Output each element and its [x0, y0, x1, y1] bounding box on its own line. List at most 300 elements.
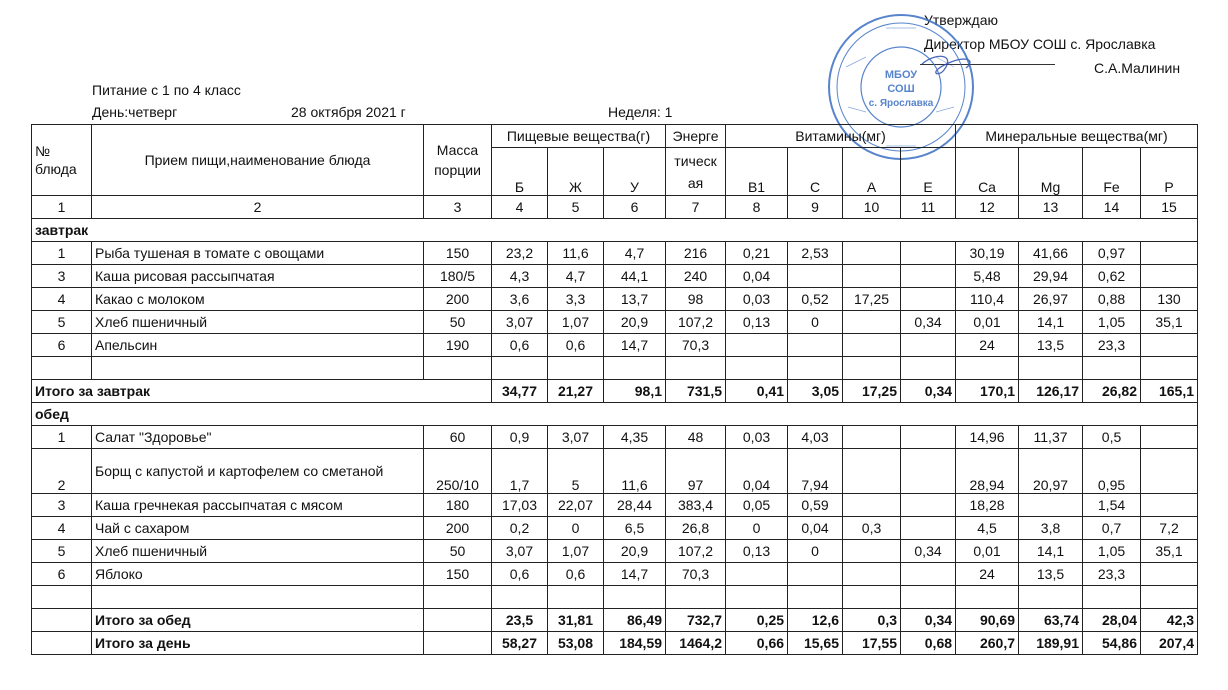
table-cell [901, 494, 956, 517]
column-number: 12 [956, 196, 1019, 219]
approval-signatory: С.А.Малинин [1094, 60, 1181, 76]
empty-cell [32, 586, 92, 609]
table-cell: 70,3 [666, 563, 726, 586]
col-header-energy-bottom: тическ ая [666, 148, 726, 196]
table-row [32, 540, 1198, 563]
total-value: 0,66 [726, 632, 788, 655]
table-cell [726, 334, 788, 357]
table-cell: 6,5 [604, 517, 666, 540]
table-cell: 1,7 [492, 449, 548, 494]
table-cell: 28,94 [956, 449, 1019, 494]
table-cell: 50 [424, 540, 492, 563]
table-cell: 1 [32, 242, 92, 265]
table-cell: 0,03 [726, 288, 788, 311]
empty-cell [901, 586, 956, 609]
table-cell [843, 494, 901, 517]
section-label: завтрак [32, 219, 1198, 242]
empty-cell [92, 586, 424, 609]
table-cell: 5 [548, 449, 604, 494]
table-cell: 0 [726, 517, 788, 540]
table-cell: 0,34 [901, 540, 956, 563]
table-cell: 250/10 [424, 449, 492, 494]
total-value: 170,1 [956, 380, 1019, 403]
table-cell: 0,05 [726, 494, 788, 517]
total-value: 0,68 [901, 632, 956, 655]
empty-cell [788, 357, 843, 380]
table-cell: 35,1 [1141, 540, 1198, 563]
empty-cell [666, 357, 726, 380]
empty-cell [843, 357, 901, 380]
date-label: 28 октября 2021 г [291, 104, 406, 120]
column-number: 7 [666, 196, 726, 219]
empty-cell [92, 357, 424, 380]
total-row-day_total [32, 632, 1198, 655]
column-number: 10 [843, 196, 901, 219]
table-cell: 0,9 [492, 426, 548, 449]
table-cell: 0,6 [492, 334, 548, 357]
total-value: 207,4 [1141, 632, 1198, 655]
table-cell: 0,62 [1083, 265, 1141, 288]
table-cell: 383,4 [666, 494, 726, 517]
table-cell: 70,3 [666, 334, 726, 357]
total-value: 34,77 [492, 380, 548, 403]
total-value: 17,55 [843, 632, 901, 655]
col-header-c: C [788, 148, 843, 196]
seal-line-3: с. Ярославка [868, 98, 934, 109]
table-cell: 0,01 [956, 540, 1019, 563]
table-cell: 2 [32, 449, 92, 494]
table-cell: 0,6 [492, 563, 548, 586]
seal-line-1: МБОУ [884, 69, 918, 81]
empty-cell [788, 586, 843, 609]
col-header-fe: Fe [1083, 148, 1141, 196]
empty-cell [32, 609, 92, 632]
table-cell [843, 426, 901, 449]
empty-cell [424, 609, 492, 632]
empty-cell [1019, 357, 1083, 380]
table-cell: 29,94 [1019, 265, 1083, 288]
table-cell: 0,59 [788, 494, 843, 517]
table-cell: 13,7 [604, 288, 666, 311]
total-value: 260,7 [956, 632, 1019, 655]
table-cell: 0,6 [548, 334, 604, 357]
table-row [32, 563, 1198, 586]
total-value: 90,69 [956, 609, 1019, 632]
section-row-lunch [32, 403, 1198, 426]
table-cell: 4 [32, 288, 92, 311]
table-cell: 30,19 [956, 242, 1019, 265]
table-cell: 4,5 [956, 517, 1019, 540]
table-cell: 0,95 [1083, 449, 1141, 494]
table-cell: 26,97 [1019, 288, 1083, 311]
table-cell: 17,25 [843, 288, 901, 311]
total-value: 86,49 [604, 609, 666, 632]
table-cell: 4,03 [788, 426, 843, 449]
table-cell: 22,07 [548, 494, 604, 517]
table-cell [1141, 426, 1198, 449]
table-cell: 240 [666, 265, 726, 288]
dish-name: Хлеб пшеничный [92, 311, 424, 334]
table-cell: 0,5 [1083, 426, 1141, 449]
table-cell: 180 [424, 494, 492, 517]
column-number: 14 [1083, 196, 1141, 219]
table-cell: 14,7 [604, 334, 666, 357]
table-cell: 23,3 [1083, 334, 1141, 357]
table-cell: 130 [1141, 288, 1198, 311]
empty-cell [1083, 586, 1141, 609]
total-value: 15,65 [788, 632, 843, 655]
table-cell: 0,3 [843, 517, 901, 540]
dish-name: Яблоко [92, 563, 424, 586]
col-header-nutrients: Пищевые вещества(г) [492, 125, 666, 148]
table-cell: 0,7 [1083, 517, 1141, 540]
column-number: 4 [492, 196, 548, 219]
dish-name: Каша рисовая рассыпчатая [92, 265, 424, 288]
empty-cell [726, 586, 788, 609]
total-value: 54,86 [1083, 632, 1141, 655]
column-number: 13 [1019, 196, 1083, 219]
table-cell: 5 [32, 540, 92, 563]
total-value: 731,5 [666, 380, 726, 403]
table-cell [788, 265, 843, 288]
column-number-row [32, 196, 1198, 219]
table-cell: 35,1 [1141, 311, 1198, 334]
table-cell: 3,8 [1019, 517, 1083, 540]
empty-cell [604, 586, 666, 609]
total-value: 58,27 [492, 632, 548, 655]
total-value: 12,6 [788, 609, 843, 632]
table-cell: 41,66 [1019, 242, 1083, 265]
total-value: 0,34 [901, 380, 956, 403]
column-number: 5 [548, 196, 604, 219]
table-cell: 11,37 [1019, 426, 1083, 449]
total-value: 0,3 [843, 609, 901, 632]
table-cell: 24 [956, 563, 1019, 586]
header-row-1 [32, 125, 1198, 148]
empty-cell [726, 357, 788, 380]
table-cell: 5,48 [956, 265, 1019, 288]
col-header-energy-top: Энерге [666, 125, 726, 148]
table-cell [1141, 563, 1198, 586]
spacer-row [32, 357, 1198, 380]
table-cell: 98 [666, 288, 726, 311]
approval-title: Утверждаю [924, 12, 998, 28]
table-cell: 4,35 [604, 426, 666, 449]
empty-cell [604, 357, 666, 380]
column-number: 8 [726, 196, 788, 219]
table-cell [843, 242, 901, 265]
table-row [32, 449, 1198, 494]
total-value: 31,81 [548, 609, 604, 632]
table-cell: 24 [956, 334, 1019, 357]
table-cell: 1,07 [548, 311, 604, 334]
table-cell: 0,03 [726, 426, 788, 449]
empty-cell [492, 357, 548, 380]
table-cell [843, 265, 901, 288]
table-cell: 150 [424, 242, 492, 265]
table-cell: 0,21 [726, 242, 788, 265]
table-cell [1141, 494, 1198, 517]
table-cell: 190 [424, 334, 492, 357]
table-cell: 14,1 [1019, 311, 1083, 334]
total-value: 28,04 [1083, 609, 1141, 632]
table-cell: 0,2 [492, 517, 548, 540]
empty-cell [32, 632, 92, 655]
seal-line-2: СОШ [887, 83, 915, 95]
total-value: 0,41 [726, 380, 788, 403]
table-row [32, 265, 1198, 288]
col-header-a: A [843, 148, 901, 196]
table-cell [843, 334, 901, 357]
table-cell: 14,7 [604, 563, 666, 586]
table-cell: 200 [424, 517, 492, 540]
table-cell: 23,2 [492, 242, 548, 265]
dish-name: Какао с молоком [92, 288, 424, 311]
total-value: 3,05 [788, 380, 843, 403]
empty-cell [956, 586, 1019, 609]
table-cell: 0,97 [1083, 242, 1141, 265]
empty-cell [1141, 586, 1198, 609]
table-row [32, 288, 1198, 311]
table-cell: 28,44 [604, 494, 666, 517]
table-cell: 0,52 [788, 288, 843, 311]
empty-cell [424, 632, 492, 655]
table-cell: 17,03 [492, 494, 548, 517]
table-row [32, 242, 1198, 265]
empty-cell [492, 586, 548, 609]
total-value: 126,17 [1019, 380, 1083, 403]
total-value: 732,7 [666, 609, 726, 632]
table-cell [901, 288, 956, 311]
col-header-name: Прием пищи,наименование блюда [92, 125, 424, 196]
table-cell: 180/5 [424, 265, 492, 288]
approval-position: Директор МБОУ СОШ с. Ярославка [924, 36, 1156, 52]
total-row-breakfast_total [32, 380, 1198, 403]
table-cell [901, 265, 956, 288]
empty-cell [1019, 586, 1083, 609]
total-value: 53,08 [548, 632, 604, 655]
col-header-mass: Масса порции [424, 125, 492, 196]
empty-cell [548, 357, 604, 380]
empty-cell [32, 357, 92, 380]
table-cell: 0,13 [726, 311, 788, 334]
table-cell [843, 311, 901, 334]
column-number: 9 [788, 196, 843, 219]
table-cell: 5 [32, 311, 92, 334]
table-cell: 44,1 [604, 265, 666, 288]
table-cell: 13,5 [1019, 334, 1083, 357]
dish-name: Чай с сахаром [92, 517, 424, 540]
table-cell: 3 [32, 494, 92, 517]
table-cell: 0 [788, 311, 843, 334]
col-header-zh: Ж [548, 148, 604, 196]
table-cell: 4 [32, 517, 92, 540]
table-cell: 20,9 [604, 311, 666, 334]
total-value: 98,1 [604, 380, 666, 403]
column-number: 6 [604, 196, 666, 219]
table-cell: 0 [788, 540, 843, 563]
table-cell [843, 540, 901, 563]
total-value: 189,91 [1019, 632, 1083, 655]
total-value: 0,25 [726, 609, 788, 632]
table-cell: 11,6 [548, 242, 604, 265]
table-cell: 0,13 [726, 540, 788, 563]
empty-cell [1083, 357, 1141, 380]
table-cell: 14,96 [956, 426, 1019, 449]
empty-cell [424, 357, 492, 380]
table-cell: 48 [666, 426, 726, 449]
table-cell [1141, 265, 1198, 288]
table-cell: 150 [424, 563, 492, 586]
empty-cell [901, 357, 956, 380]
total-value: 184,59 [604, 632, 666, 655]
dish-name: Каша гречнекая рассыпчатая с мясом [92, 494, 424, 517]
total-value: 63,74 [1019, 609, 1083, 632]
table-cell: 0,88 [1083, 288, 1141, 311]
total-row-lunch_total [32, 609, 1198, 632]
table-cell [901, 426, 956, 449]
document-title: Питание с 1 по 4 класс [92, 82, 241, 98]
dish-name: Салат "Здоровье" [92, 426, 424, 449]
col-header-ca: Ca [956, 148, 1019, 196]
table-cell: 110,4 [956, 288, 1019, 311]
table-cell: 1 [32, 426, 92, 449]
table-row [32, 494, 1198, 517]
table-cell: 1,07 [548, 540, 604, 563]
week-label: Неделя: 1 [608, 104, 673, 120]
table-cell: 14,1 [1019, 540, 1083, 563]
table-row [32, 311, 1198, 334]
column-number: 3 [424, 196, 492, 219]
total-value: 26,82 [1083, 380, 1141, 403]
table-cell: 97 [666, 449, 726, 494]
column-number: 1 [32, 196, 92, 219]
table-cell: 0,04 [726, 265, 788, 288]
table-cell: 7,2 [1141, 517, 1198, 540]
spacer-row [32, 586, 1198, 609]
table-cell: 1,05 [1083, 540, 1141, 563]
table-cell: 0,34 [901, 311, 956, 334]
table-cell [843, 449, 901, 494]
total-value: 42,3 [1141, 609, 1198, 632]
table-cell: 0,01 [956, 311, 1019, 334]
table-cell: 6 [32, 563, 92, 586]
table-row [32, 426, 1198, 449]
table-cell [1141, 242, 1198, 265]
menu-table [31, 124, 1198, 655]
table-cell: 1,54 [1083, 494, 1141, 517]
total-label: Итого за обед [92, 609, 424, 632]
table-cell [1141, 334, 1198, 357]
total-value: 165,1 [1141, 380, 1198, 403]
empty-cell [956, 357, 1019, 380]
total-value: 17,25 [843, 380, 901, 403]
table-cell [901, 242, 956, 265]
table-cell [901, 563, 956, 586]
total-value: 0,34 [901, 609, 956, 632]
col-header-u: У [604, 148, 666, 196]
table-cell: 0,04 [726, 449, 788, 494]
empty-cell [1141, 357, 1198, 380]
table-cell: 6 [32, 334, 92, 357]
total-value: 23,5 [492, 609, 548, 632]
col-header-b: Б [492, 148, 548, 196]
col-header-num: № блюда [32, 125, 92, 196]
table-cell: 23,3 [1083, 563, 1141, 586]
table-cell: 200 [424, 288, 492, 311]
table-cell [901, 449, 956, 494]
table-cell: 107,2 [666, 540, 726, 563]
table-cell: 11,6 [604, 449, 666, 494]
table-cell: 3,07 [548, 426, 604, 449]
table-cell: 0,6 [548, 563, 604, 586]
dish-name: Апельсин [92, 334, 424, 357]
table-cell: 2,53 [788, 242, 843, 265]
table-cell: 26,8 [666, 517, 726, 540]
empty-cell [666, 586, 726, 609]
table-cell: 1,05 [1083, 311, 1141, 334]
section-row-breakfast [32, 219, 1198, 242]
total-label: Итого за завтрак [32, 380, 492, 403]
col-header-b1: B1 [726, 148, 788, 196]
dish-name: Рыба тушеная в томате с овощами [92, 242, 424, 265]
table-cell: 4,7 [548, 265, 604, 288]
total-label: Итого за день [92, 632, 424, 655]
column-number: 2 [92, 196, 424, 219]
table-cell: 50 [424, 311, 492, 334]
empty-cell [548, 586, 604, 609]
column-number: 11 [901, 196, 956, 219]
table-cell [788, 563, 843, 586]
table-cell: 18,28 [956, 494, 1019, 517]
table-cell: 4,3 [492, 265, 548, 288]
col-header-vitamins: Витамины(мг) [726, 125, 956, 148]
table-cell: 107,2 [666, 311, 726, 334]
dish-name: Борщ с капустой и картофелем со сметаной [92, 449, 424, 494]
table-cell: 216 [666, 242, 726, 265]
table-cell: 60 [424, 426, 492, 449]
empty-cell [843, 586, 901, 609]
table-cell: 4,7 [604, 242, 666, 265]
table-cell: 3,6 [492, 288, 548, 311]
table-cell [1019, 494, 1083, 517]
col-header-e: E [901, 148, 956, 196]
table-cell: 13,5 [1019, 563, 1083, 586]
day-label: День:четверг [92, 104, 178, 120]
table-cell: 20,9 [604, 540, 666, 563]
table-cell: 3,3 [548, 288, 604, 311]
table-cell [901, 517, 956, 540]
col-header-p: P [1141, 148, 1198, 196]
table-cell: 0 [548, 517, 604, 540]
table-cell [1141, 449, 1198, 494]
section-label: обед [32, 403, 1198, 426]
table-cell [901, 334, 956, 357]
col-header-minerals: Минеральные вещества(мг) [956, 125, 1198, 148]
total-value: 1464,2 [666, 632, 726, 655]
table-cell: 7,94 [788, 449, 843, 494]
table-cell: 0,04 [788, 517, 843, 540]
column-number: 15 [1141, 196, 1198, 219]
table-cell [726, 563, 788, 586]
col-header-mg: Mg [1019, 148, 1083, 196]
table-cell: 3,07 [492, 311, 548, 334]
total-value: 21,27 [548, 380, 604, 403]
table-cell: 3,07 [492, 540, 548, 563]
table-cell [788, 334, 843, 357]
dish-name: Хлеб пшеничный [92, 540, 424, 563]
table-cell [843, 563, 901, 586]
